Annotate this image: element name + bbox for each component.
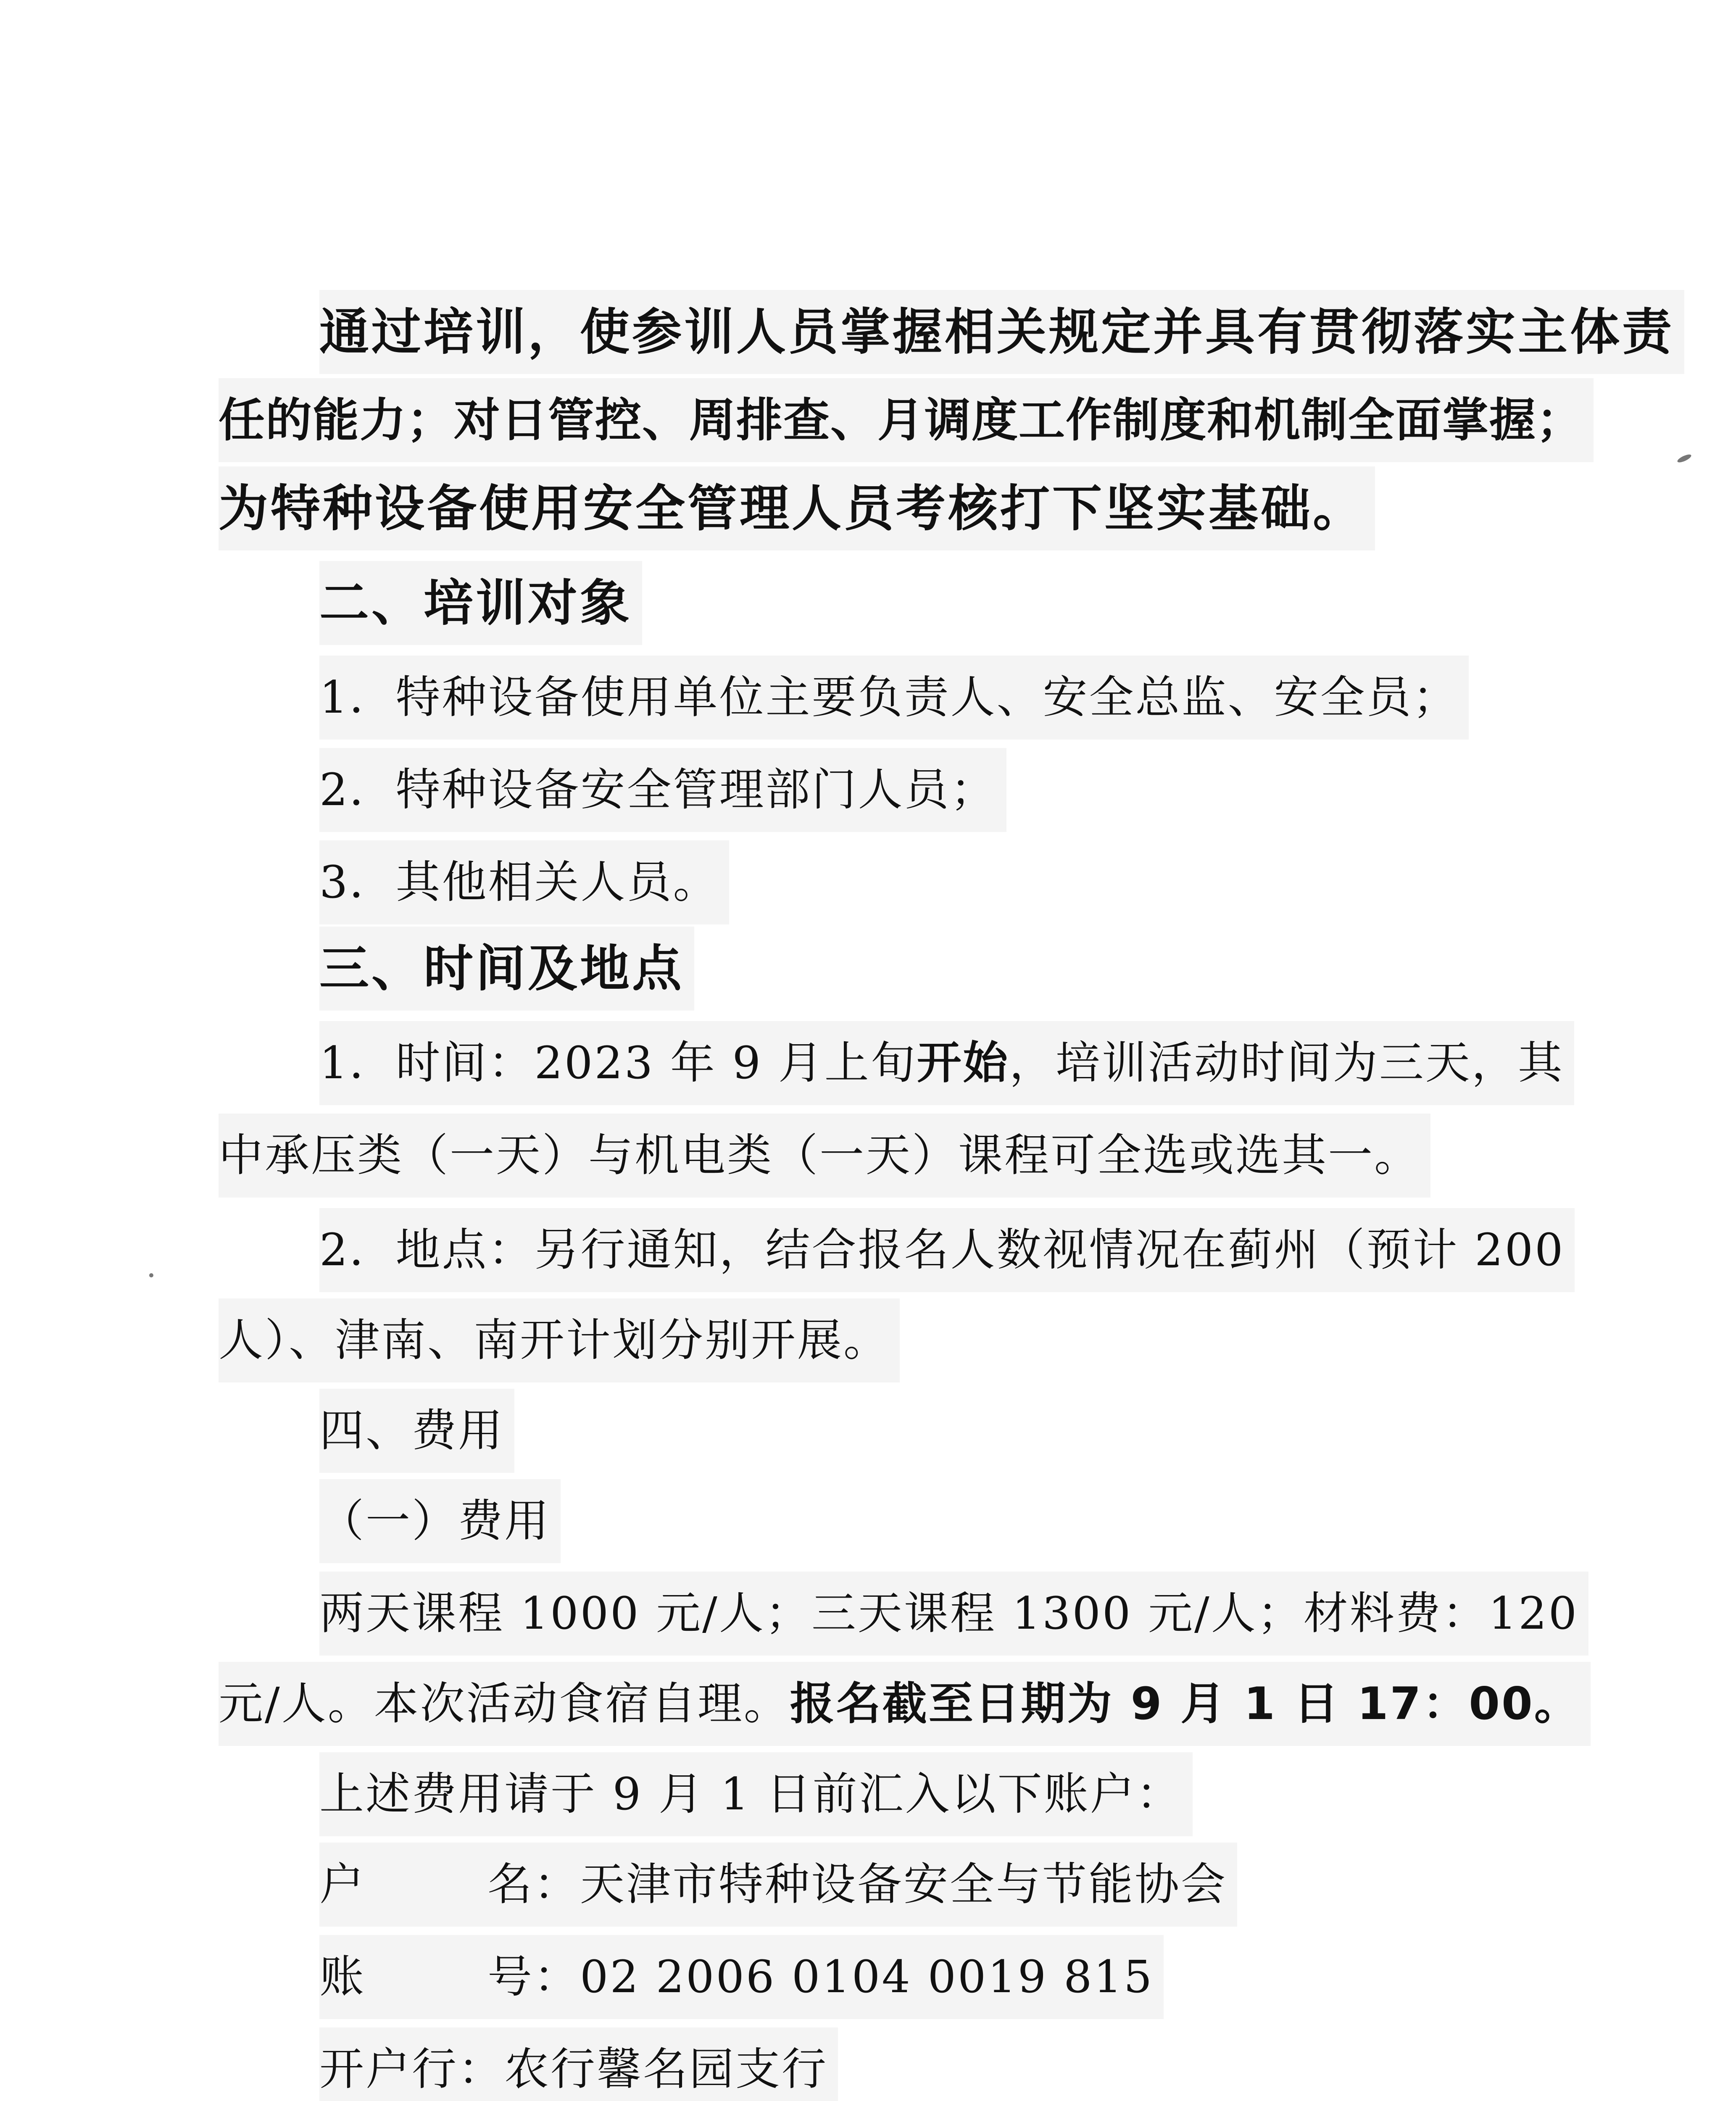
account-name-label-2: 名： — [487, 1859, 580, 1910]
intro-line-3: 为特种设备使用安全管理人员考核打下坚实基础。 — [219, 466, 1375, 550]
account-number-label-2: 号： — [487, 1951, 580, 2003]
section2-heading: 二、培训对象 — [319, 561, 642, 645]
intro-line-1: 通过培训，使参训人员掌握相关规定并具有贯彻落实主体责 — [319, 290, 1684, 374]
account-name-label-1: 户 — [319, 1859, 366, 1910]
place-line-1: 2．地点：另行通知，结合报名人数视情况在蓟州（预计 200 — [319, 1208, 1575, 1292]
account-name-value: 天津市特种设备安全与节能协会 — [580, 1859, 1227, 1910]
section4-heading: 四、费用 — [319, 1389, 514, 1473]
place-line-2: 人）、津南、南开计划分别开展。 — [219, 1298, 900, 1382]
remit-line: 上述费用请于 9 月 1 日前汇入以下账户： — [319, 1752, 1193, 1836]
fee-deadline-bold: 报名截至日期为 9 月 1 日 17：00。 — [790, 1678, 1581, 1730]
account-name-line — [319, 1843, 1237, 1927]
time-line-1 — [319, 1021, 1574, 1105]
scan-speck — [149, 1273, 153, 1277]
section4-subheading: （一）费用 — [319, 1479, 561, 1563]
section2-item-2: 2．特种设备安全管理部门人员； — [319, 748, 1006, 832]
account-bank-label: 开户行： — [319, 2043, 504, 2095]
account-bank-value: 农行馨名园支行 — [504, 2043, 828, 2095]
account-bank-line — [319, 2027, 838, 2101]
fee-line-2-normal: 元/人。本次活动食宿自理。 — [219, 1678, 790, 1730]
section3-heading: 三、时间及地点 — [319, 927, 694, 1011]
time-line-1-bold: 开始 — [917, 1037, 1009, 1089]
time-line-1-text-b: ，培训活动时间为三天，其 — [1009, 1037, 1564, 1089]
account-number-value: 02 2006 0104 0019 815 — [580, 1951, 1154, 2003]
time-line-1-text-a: 1．时间：2023 年 9 月上旬 — [319, 1037, 917, 1089]
section2-item-1: 1．特种设备使用单位主要负责人、安全总监、安全员； — [319, 656, 1469, 740]
fee-line-1: 两天课程 1000 元/人；三天课程 1300 元/人；材料费：120 — [319, 1572, 1588, 1656]
section2-item-3: 3．其他相关人员。 — [319, 840, 729, 924]
scan-speck — [1676, 453, 1692, 464]
fee-line-2 — [219, 1662, 1591, 1746]
account-number-label-1: 账 — [319, 1951, 366, 2003]
time-line-2: 中承压类（一天）与机电类（一天）课程可全选或选其一。 — [219, 1114, 1430, 1198]
intro-line-2: 任的能力；对日管控、周排查、月调度工作制度和机制全面掌握； — [219, 378, 1594, 462]
account-number-line — [319, 1935, 1164, 2019]
